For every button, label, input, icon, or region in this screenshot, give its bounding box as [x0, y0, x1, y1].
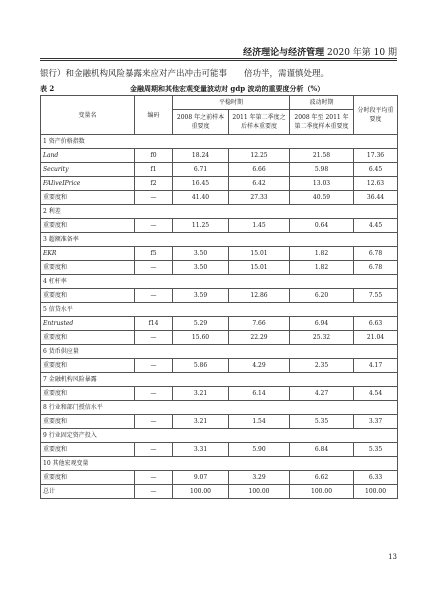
table-section-row	[41, 233, 398, 247]
table-row	[41, 247, 398, 261]
importance-average: 3.37	[354, 415, 398, 429]
variable-code: —	[135, 485, 173, 499]
importance-post-2011: 6.14	[229, 387, 290, 401]
table-row	[41, 177, 398, 191]
table-section-row	[41, 429, 398, 443]
importance-pre-2008: 3.50	[173, 261, 229, 275]
importance-average: 6.78	[354, 261, 398, 275]
variable-name: Security	[41, 163, 135, 177]
table-total-row	[41, 485, 398, 499]
table-section-row	[41, 205, 398, 219]
importance-average: 4.54	[354, 387, 398, 401]
importance-2008-2011: 6.84	[290, 443, 354, 457]
importance-2008-2011: 21.58	[290, 149, 354, 163]
importance-average: 17.36	[354, 149, 398, 163]
variable-code: f0	[135, 149, 173, 163]
importance-post-2011: 15.01	[229, 247, 290, 261]
importance-pre-2008: 3.21	[173, 415, 229, 429]
section-title: 7 金融机构风险暴露	[41, 373, 398, 387]
header-stable-pre-2008: 2008 年之前样本重要度	[173, 110, 229, 135]
variable-code: f14	[135, 317, 173, 331]
table-row	[41, 359, 398, 373]
variable-name: Entrusted	[41, 317, 135, 331]
importance-average: 5.35	[354, 443, 398, 457]
variable-code: —	[135, 387, 173, 401]
variable-code: —	[135, 261, 173, 275]
variable-name: 重要度和	[41, 443, 135, 457]
journal-name: 经济理论与经济管理	[243, 48, 325, 58]
variable-name: 重要度和	[41, 359, 135, 373]
importance-pre-2008: 3.50	[173, 247, 229, 261]
section-title: 2 利差	[41, 205, 398, 219]
section-title: 9 行业固定资产投入	[41, 429, 398, 443]
table-row	[41, 149, 398, 163]
table-row	[41, 415, 398, 429]
importance-pre-2008: 15.60	[173, 331, 229, 345]
importance-2008-2011: 25.32	[290, 331, 354, 345]
importance-2008-2011: 1.82	[290, 261, 354, 275]
table-section-row	[41, 457, 398, 471]
importance-post-2011: 100.00	[229, 485, 290, 499]
importance-pre-2008: 3.59	[173, 289, 229, 303]
importance-pre-2008: 3.31	[173, 443, 229, 457]
section-title: 6 货币供应量	[41, 345, 398, 359]
importance-2008-2011: 5.35	[290, 415, 354, 429]
importance-pre-2008: 5.86	[173, 359, 229, 373]
variable-name: 重要度和	[41, 387, 135, 401]
importance-average: 6.33	[354, 471, 398, 485]
variable-name: 重要度和	[41, 261, 135, 275]
variable-name: Land	[41, 149, 135, 163]
variable-code: —	[135, 219, 173, 233]
header-stable-period: 平稳时期	[173, 96, 290, 110]
importance-2008-2011: 6.94	[290, 317, 354, 331]
importance-average: 6.63	[354, 317, 398, 331]
importance-2008-2011: 6.62	[290, 471, 354, 485]
continued-paragraph: 银行）和金融机构风险暴露来应对产出冲击可能事 倍功半，需谨慎处理。	[40, 69, 330, 79]
importance-average: 7.55	[354, 289, 398, 303]
variable-code: —	[135, 415, 173, 429]
section-title: 8 行业和部门授信水平	[41, 401, 398, 415]
issue-label: 2020 年第 10 期	[327, 48, 397, 58]
section-title: 1 资产价格指数	[41, 135, 398, 149]
importance-post-2011: 12.25	[229, 149, 290, 163]
importance-average: 6.45	[354, 163, 398, 177]
variable-code: —	[135, 471, 173, 485]
variable-code: —	[135, 359, 173, 373]
variable-code: —	[135, 289, 173, 303]
table-row	[41, 219, 398, 233]
importance-2008-2011: 1.82	[290, 247, 354, 261]
importance-pre-2008: 16.45	[173, 177, 229, 191]
importance-average: 36.44	[354, 191, 398, 205]
table-row	[41, 317, 398, 331]
variable-code: —	[135, 191, 173, 205]
header-stable-post-2011: 2011 年第二季度之后样本重要度	[229, 110, 290, 135]
variable-name: 重要度和	[41, 471, 135, 485]
importance-average: 6.78	[354, 247, 398, 261]
table-row	[41, 387, 398, 401]
importance-2008-2011: 40.59	[290, 191, 354, 205]
header-segmented-average: 分时段平均重要度	[354, 96, 398, 135]
variable-code: —	[135, 331, 173, 345]
importance-average: 4.17	[354, 359, 398, 373]
importance-post-2011: 4.29	[229, 359, 290, 373]
importance-pre-2008: 11.25	[173, 219, 229, 233]
table-title: 金融周期和其他宏观变量波动对 gdp 波动的重要度分析（%）	[130, 84, 325, 93]
table-row	[41, 331, 398, 345]
importance-2008-2011: 5.98	[290, 163, 354, 177]
section-title: 5 信贷水平	[41, 303, 398, 317]
variable-name: 总计	[41, 485, 135, 499]
header-rule-thin	[40, 60, 397, 61]
table-number: 表 2	[40, 84, 55, 93]
table-caption	[40, 84, 397, 94]
variable-name: 重要度和	[41, 415, 135, 429]
variable-code: —	[135, 443, 173, 457]
page-number: 13	[388, 553, 397, 561]
importance-post-2011: 7.66	[229, 317, 290, 331]
table-section-row	[41, 401, 398, 415]
importance-2008-2011: 4.27	[290, 387, 354, 401]
table-section-row	[41, 275, 398, 289]
variable-name: 重要度和	[41, 289, 135, 303]
importance-pre-2008: 3.21	[173, 387, 229, 401]
importance-post-2011: 6.42	[229, 177, 290, 191]
importance-2008-2011: 6.20	[290, 289, 354, 303]
table-row	[41, 163, 398, 177]
importance-pre-2008: 41.40	[173, 191, 229, 205]
table-row	[41, 289, 398, 303]
table-row	[41, 443, 398, 457]
variable-code: f2	[135, 177, 173, 191]
table-section-row	[41, 345, 398, 359]
importance-pre-2008: 6.71	[173, 163, 229, 177]
table-section-row	[41, 135, 398, 149]
importance-average: 21.04	[354, 331, 398, 345]
header-volatile-period: 波动时期	[290, 96, 354, 110]
table-body	[41, 135, 398, 499]
importance-post-2011: 12.86	[229, 289, 290, 303]
importance-post-2011: 15.01	[229, 261, 290, 275]
importance-average: 100.00	[354, 485, 398, 499]
importance-2008-2011: 13.03	[290, 177, 354, 191]
section-title: 4 杠杆率	[41, 275, 398, 289]
importance-post-2011: 27.33	[229, 191, 290, 205]
importance-pre-2008: 18.24	[173, 149, 229, 163]
importance-post-2011: 6.66	[229, 163, 290, 177]
importance-post-2011: 22.29	[229, 331, 290, 345]
section-title: 10 其他宏观变量	[41, 457, 398, 471]
table-row	[41, 191, 398, 205]
table-row	[41, 261, 398, 275]
variable-code: f5	[135, 247, 173, 261]
header-code: 编码	[135, 96, 173, 135]
header-rule	[40, 58, 397, 59]
importance-2008-2011: 0.64	[290, 219, 354, 233]
table-row	[41, 471, 398, 485]
variable-name: 重要度和	[41, 219, 135, 233]
importance-2008-2011: 100.00	[290, 485, 354, 499]
importance-average: 12.63	[354, 177, 398, 191]
section-title: 3 超额准备率	[41, 233, 398, 247]
table-section-row	[41, 373, 398, 387]
importance-post-2011: 1.54	[229, 415, 290, 429]
importance-table	[40, 95, 398, 499]
running-header	[243, 45, 397, 58]
header-volatile-2008-2011: 2008 年至 2011 年第二季度样本重要度	[290, 110, 354, 135]
variable-name: FAIiveIPrice	[41, 177, 135, 191]
importance-post-2011: 5.90	[229, 443, 290, 457]
importance-post-2011: 1.45	[229, 219, 290, 233]
variable-name: 重要度和	[41, 331, 135, 345]
variable-name: 重要度和	[41, 191, 135, 205]
table-section-row	[41, 303, 398, 317]
importance-pre-2008: 9.07	[173, 471, 229, 485]
importance-post-2011: 3.29	[229, 471, 290, 485]
variable-name: EKR	[41, 247, 135, 261]
importance-2008-2011: 2.35	[290, 359, 354, 373]
importance-pre-2008: 100.00	[173, 485, 229, 499]
importance-pre-2008: 5.29	[173, 317, 229, 331]
variable-code: f1	[135, 163, 173, 177]
header-variable: 变量名	[41, 96, 135, 135]
importance-average: 4.45	[354, 219, 398, 233]
